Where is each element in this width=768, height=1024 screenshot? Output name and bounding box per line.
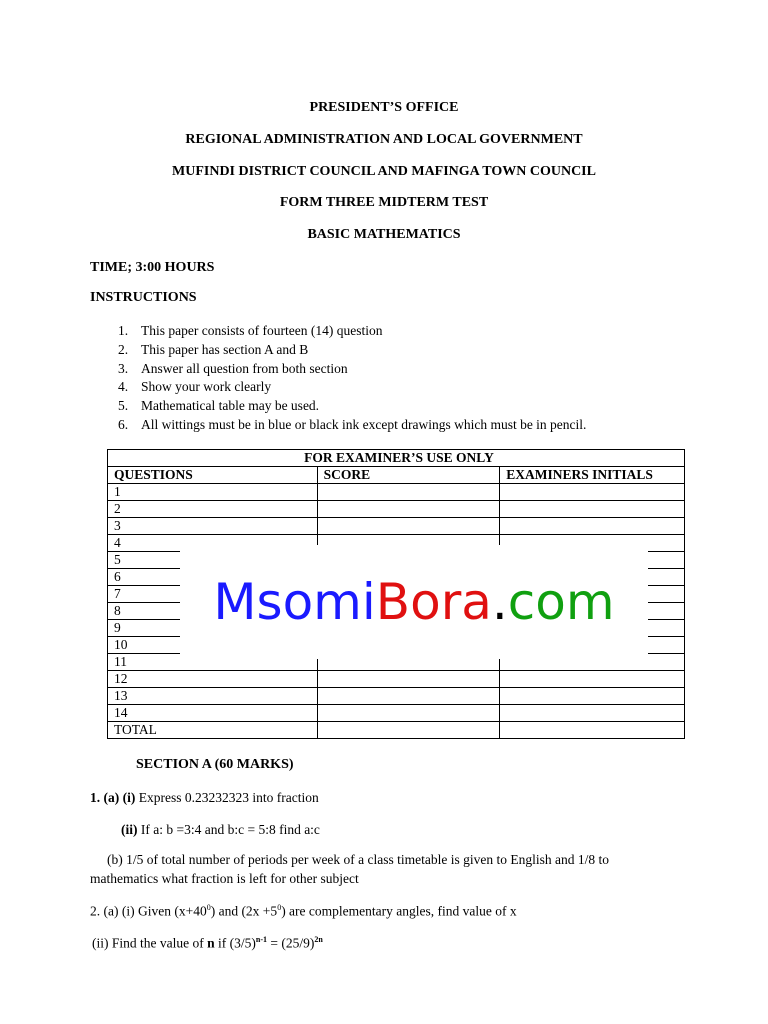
- row-score-cell: [317, 518, 500, 535]
- col-questions: QUESTIONS: [108, 467, 318, 484]
- header-line5: BASIC MATHEMATICS: [307, 227, 461, 242]
- table-row: [108, 705, 685, 722]
- row-question-cell: 4: [108, 535, 318, 552]
- row-score-cell: [317, 722, 500, 739]
- row-question-cell: 10: [108, 637, 318, 654]
- row-question-cell: TOTAL: [108, 722, 318, 739]
- question-1b-line2: mathematics what fraction is left for other subject: [90, 871, 359, 886]
- row-question-cell: 3: [108, 518, 318, 535]
- instruction-item: 2. This paper has section A and B: [118, 341, 309, 357]
- question-2aii: (ii) Find the value of n if $(3/5)^{n-1} = (25/9)^{2n}$: [92, 935, 323, 951]
- table-row: [108, 501, 685, 518]
- row-question-cell: 2: [108, 501, 318, 518]
- question-1aii: (ii) If a: b =3:4 and b:c = 5:8 find a:c: [121, 822, 320, 837]
- row-question-cell: 5: [108, 552, 318, 569]
- row-question-cell: 9: [108, 620, 318, 637]
- instruction-item: 5. Mathematical table may be used.: [118, 398, 320, 414]
- question-1b-line1: (b) 1/5 of total number of periods per week of a class timetable is given to English and 1/8 to: [107, 852, 610, 867]
- row-question-cell: 14: [108, 705, 318, 722]
- watermark-part1: Msomi: [213, 573, 376, 631]
- watermark-part3: .: [491, 573, 508, 631]
- row-score-cell: [317, 671, 500, 688]
- row-question-cell: 8: [108, 603, 318, 620]
- section-a-title: SECTION A (60 MARKS): [136, 757, 294, 772]
- header-line2: REGIONAL ADMINISTRATION AND LOCAL GOVERNMENT: [185, 132, 583, 147]
- instruction-item: 6. All wittings must be in blue or black ink except drawings which must be in pencil.: [118, 416, 587, 432]
- row-question-cell: 7: [108, 586, 318, 603]
- col-initials: EXAMINERS INITIALS: [500, 467, 685, 484]
- instruction-item: 1. This paper consists of fourteen (14) question: [118, 323, 383, 338]
- instruction-item: 4. Show your work clearly: [118, 379, 272, 395]
- row-initials-cell: [500, 501, 685, 518]
- question-2a: 2. (a) (i) Given $(x+40^0)$ and $(2x +5^0)$ are complementary angles, find value of x: [90, 903, 517, 919]
- watermark-logo: [180, 545, 648, 659]
- row-score-cell: [317, 501, 500, 518]
- table-title: FOR EXAMINER’S USE ONLY: [108, 450, 685, 467]
- row-question-cell: 6: [108, 569, 318, 586]
- row-score-cell: [317, 688, 500, 705]
- row-score-cell: [317, 705, 500, 722]
- row-initials-cell: [500, 518, 685, 535]
- instructions-title: INSTRUCTIONS: [90, 290, 197, 305]
- row-initials-cell: [500, 671, 685, 688]
- instruction-item: 3. Answer all question from both section: [118, 360, 348, 376]
- row-initials-cell: [500, 484, 685, 501]
- header-line4: FORM THREE MIDTERM TEST: [279, 195, 489, 210]
- time-label: TIME; 3:00 HOURS: [90, 260, 215, 275]
- col-score: SCORE: [317, 467, 500, 484]
- watermark-part4: com: [507, 573, 615, 631]
- row-question-cell: 12: [108, 671, 318, 688]
- header-line1: PRESIDENT’S OFFICE: [309, 100, 459, 115]
- header-line3: MUFINDI DISTRICT COUNCIL AND MAFINGA TOWN COUNCIL: [172, 164, 596, 179]
- table-row: [108, 518, 685, 535]
- table-row: [108, 484, 685, 501]
- row-score-cell: [317, 484, 500, 501]
- row-initials-cell: [500, 688, 685, 705]
- row-question-cell: 13: [108, 688, 318, 705]
- instructions-list: [118, 322, 586, 435]
- table-row: [108, 722, 685, 739]
- question-1a: 1. (a) (i) Express 0.23232323 into fraction: [90, 790, 319, 805]
- row-question-cell: 11: [108, 654, 318, 671]
- table-row: [108, 688, 685, 705]
- table-row: [108, 671, 685, 688]
- watermark-part2: Bora: [375, 573, 492, 631]
- row-initials-cell: [500, 705, 685, 722]
- row-question-cell: 1: [108, 484, 318, 501]
- row-initials-cell: [500, 722, 685, 739]
